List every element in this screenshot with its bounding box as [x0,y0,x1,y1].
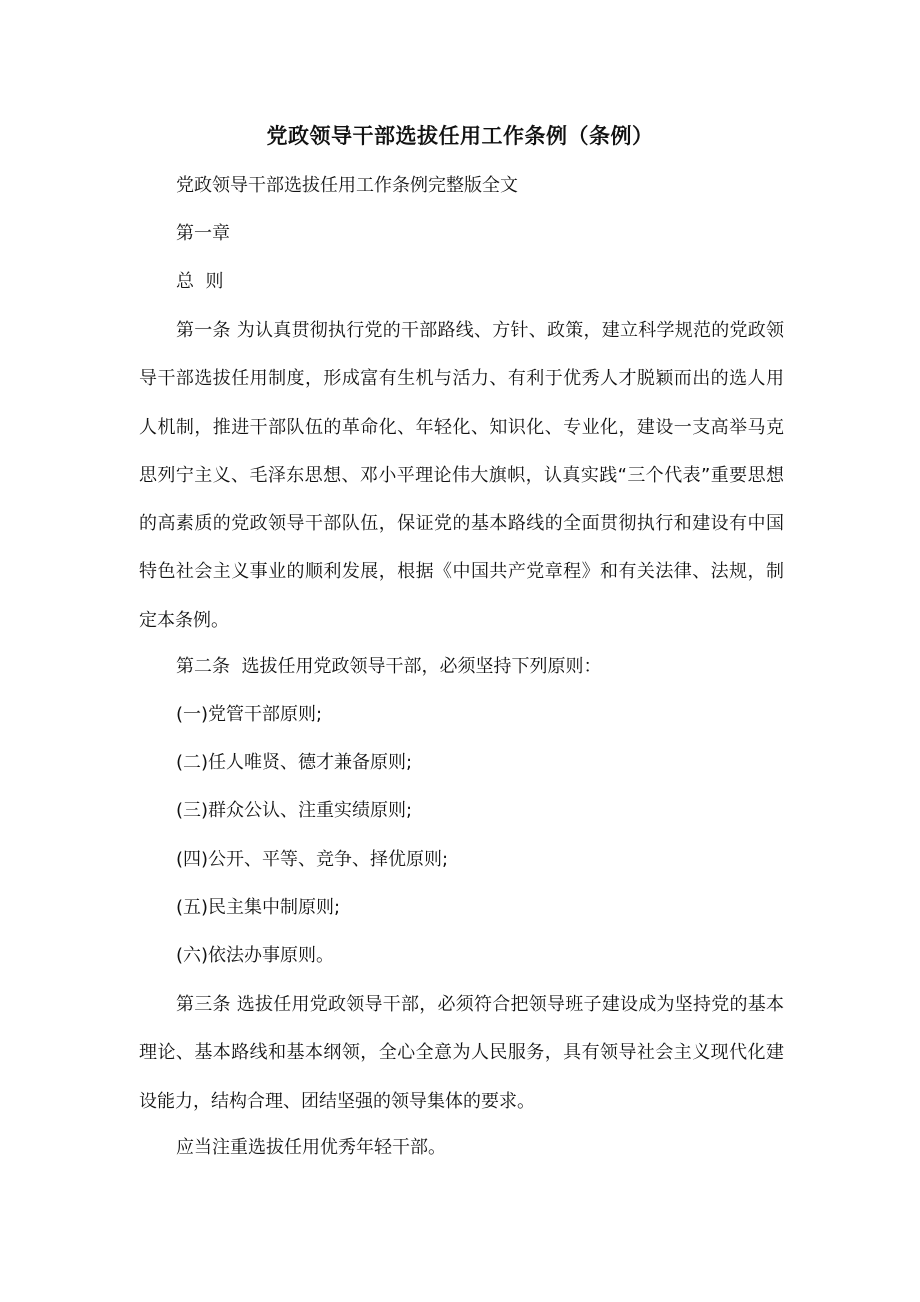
principle-item: (一)党管干部原则; [176,704,323,725]
document-title: 党政领导干部选拔任用工作条例（条例） [266,124,654,148]
article-3-paragraph: 第三条 选拔任用党政领导干部，必须符合把领导班子建设成为坚持党的基本理论、基本路线和基本纲领，全心全意为人民服务，具有领导社会主义现代化建设能力，结构合理、团结坚强的领导集体的要求。 [139,994,784,1112]
document-subtitle: 党政领导干部选拔任用工作条例完整版全文 [176,175,518,196]
article-1-paragraph: 第一条 为认真贯彻执行党的干部路线、方针、政策，建立科学规范的党政领导干部选拔任用制度，形成富有生机与活力、有利于优秀人才脱颖而出的选人用人机制，推进干部队伍的革命化、年轻化、知识化、专业化，建设一支高举马克思列宁主义、毛泽东思想、邓小平理论伟大旗帜，认真实践“三个代表”重要思想的高素质的党政领导干部队伍，保证党的基本路线的全面贯彻执行和建设有中国特色社会主义事业的顺利发展，根据《中国共产党章程》和有关法律、法规，制定本条例。 [139,320,784,631]
principle-item: (六)依法办事原则。 [176,945,335,966]
chapter-number: 第一章 [176,223,230,244]
principle-item: (五)民主集中制原则; [176,897,341,918]
closing-paragraph: 应当注重选拔任用优秀年轻干部。 [176,1137,446,1158]
principle-item: (二)任人唯贤、德才兼备原则; [176,752,413,773]
article-2-paragraph: 第二条 选拔任用党政领导干部，必须坚持下列原则： [176,656,602,677]
principle-item: (四)公开、平等、竞争、择优原则; [176,849,449,870]
principle-item: (三)群众公认、注重实绩原则; [176,800,413,821]
chapter-heading: 总 则 [176,271,224,292]
